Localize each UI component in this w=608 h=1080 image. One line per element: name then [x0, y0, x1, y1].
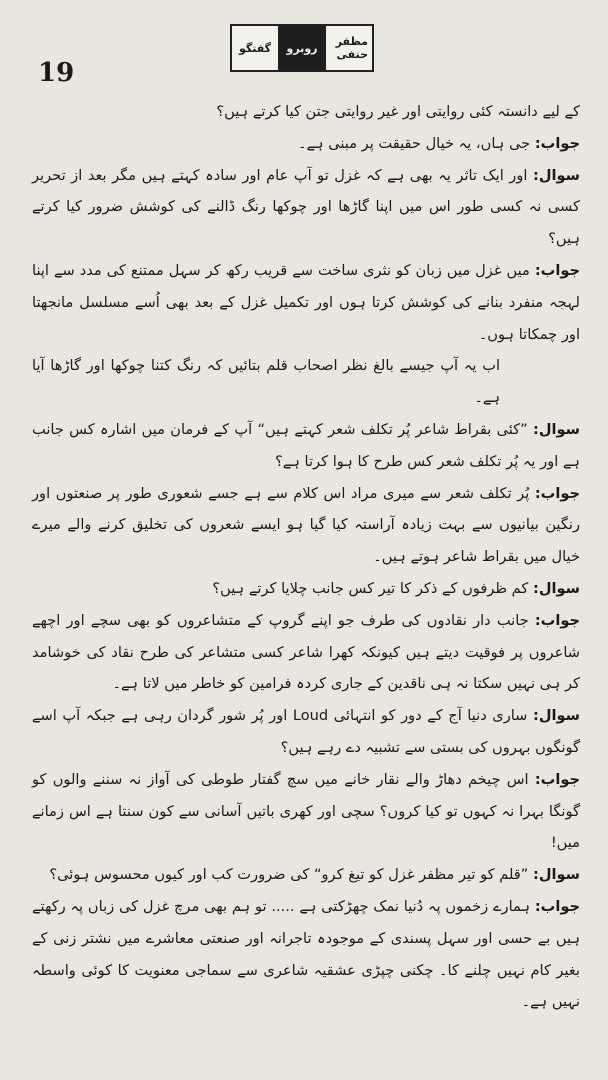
paragraph-answer — [32, 478, 580, 573]
paragraph-text: میں غزل میں زبان کو نثری ساخت سے قریب رکھ کر سہل ممتنع کی مدد سے اپنا لہجہ منفرد بنانے کی کوشش کرتا ہوں اور تکمیل غزل کے بعد بھی اُسے مسلسل مانجھتا اور چمکاتا ہوں۔ — [32, 261, 580, 343]
paragraph-text: کم ظرفوں کے ذکر کا تیر کس جانب چلایا کرتے ہیں؟ — [212, 579, 529, 597]
answer-label: جواب: — [534, 261, 580, 279]
answer-label: جواب: — [534, 770, 581, 788]
header-middle: روبرو — [278, 26, 326, 70]
interview-text — [32, 96, 580, 1018]
answer-label: جواب: — [534, 484, 581, 502]
question-label: سوال: — [532, 707, 580, 725]
paragraph-question — [32, 859, 580, 891]
page-number: 19 — [38, 58, 75, 88]
paragraph-question — [32, 700, 580, 764]
question-label: سوال: — [532, 579, 580, 597]
question-label: سوال: — [533, 166, 581, 184]
answer-label: جواب: — [534, 611, 580, 629]
paragraph-text: کے لیے دانستہ کئی روایتی اور غیر روایتی جتن کیا کرتے ہیں؟ — [216, 103, 580, 120]
page-header-box — [230, 24, 374, 72]
paragraph-answer — [32, 128, 580, 160]
paragraph-text: ساری دنیا آج کے دور کو انتہائی Loud اور پُر شور گردان رہی ہے جبکہ آپ اسے گونگوں بہروں کی بستی سے تشبیہ دے رہے ہیں؟ — [32, 707, 580, 756]
header-title: گفتگو — [238, 41, 272, 55]
paragraph-text: جانب دار نقادوں کی طرف جو اپنے گروپ کے متشاعروں کو بھی سچے اور اچھے شاعروں پر فوقیت دیتے ہیں کیونکہ کھرا شاعر کسی متشاعر کی طرح نقاد کی خوشامد کر ہی نہیں سکتا نہ ہی ناقدین کے جاری کردہ فرامین کو خاطر میں لاتا ہے۔ — [32, 611, 580, 693]
paragraph-answer — [32, 764, 580, 859]
paragraph-text: ہمارے زخموں پہ دُنیا نمک چھڑکتی ہے ..... تو ہم بھی مرچ غزل کی زباں پہ رکھتے ہیں بے حسی اور سہل پسندی کے موجودہ تاجرانہ اور صنعتی معاشرے میں نشتر زنی کے بغیر کام نہیں چلنے کا۔ چکنی چپڑی عشقیہ شاعری سے سماجی معنویت کا کوئی واسطہ نہیں ہے۔ — [32, 897, 580, 1011]
paragraph-question — [32, 160, 580, 255]
paragraph-text: ”کئی بقراط شاعر پُر تکلف شعر کہتے ہیں“ آپ کے فرمان میں اشارہ کس جانب ہے اور یہ پُر تکلف شعر کس طرح کا ہوا کرتا ہے؟ — [32, 420, 580, 470]
paragraph-answer — [32, 605, 580, 700]
paragraph-text: پُر تکلف شعر سے میری مراد اس کلام سے ہے جسے شعوری طور پر صنعتوں اور رنگین بیانیوں سے بہت زیادہ آراستہ کیا گیا ہو ایسے شعروں کی تخلیق کرنے والے میرے خیال میں بقراط شاعر ہوتے ہیں۔ — [32, 484, 580, 566]
paragraph-answer — [32, 255, 580, 350]
question-label: سوال: — [533, 420, 581, 438]
paragraph-answer — [32, 891, 580, 1018]
paragraph-text: اور ایک تاثر یہ بھی ہے کہ غزل تو آپ عام اور سادہ کہتے ہیں مگر بعد از تحریر کسی نہ کسی طور اس میں اپنا گاڑھا اور چوکھا رنگ ڈالنے کی کوشش ضرور کیا کرتے ہیں؟ — [32, 166, 580, 248]
paragraph-continuation — [32, 350, 580, 414]
paragraph-text: جی ہاں، یہ خیال حقیقت پر مبنی ہے۔ — [297, 134, 531, 152]
paragraph-continuation — [32, 96, 580, 128]
answer-label: جواب: — [534, 134, 580, 152]
paragraph-text: اب یہ آپ جیسے بالغ نظر اصحاب قلم بتائیں کہ رنگ کتنا چوکھا اور گاڑھا آیا ہے۔ — [32, 357, 500, 407]
paragraph-question — [32, 573, 580, 605]
answer-label: جواب: — [534, 897, 580, 915]
paragraph-text: ”قلم کو تیر مظفر غزل کو تیغ کرو“ کی ضرورت کب اور کیوں محسوس ہوئی؟ — [49, 866, 529, 884]
header-author: مظفر حنفی — [335, 35, 368, 61]
question-label: سوال: — [532, 866, 580, 884]
paragraph-text: اس چیخم دھاڑ والے نقار خانے میں سچ گفتار طوطی کی آواز نہ سننے والوں کو گونگا بہرا نہ کہوں تو کیا کروں؟ سچی اور کھری باتیں آسانی سے کون سنتا ہے اس زمانے میں! — [32, 770, 580, 852]
paragraph-question — [32, 414, 580, 478]
